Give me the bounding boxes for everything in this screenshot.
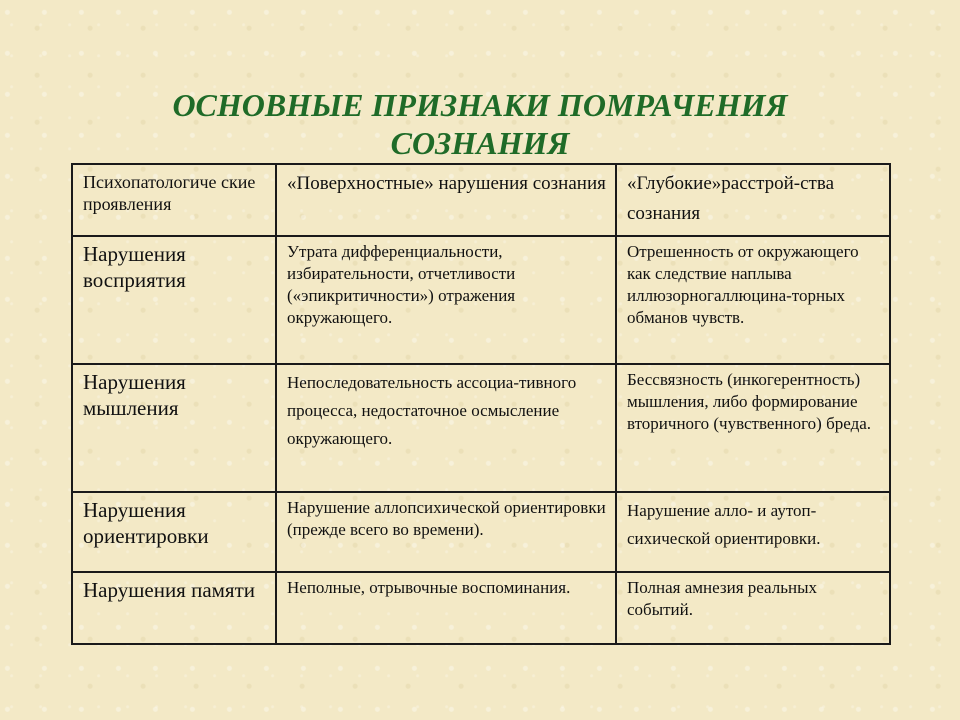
header-deep: «Глубокие»расстрой-ства сознания [616,164,890,236]
symptoms-table [71,163,891,645]
row-category: Нарушения памяти [72,572,276,644]
slide-title [100,86,860,162]
deep-cell: Полная амнезия реальных событий. [616,572,890,644]
title-line-2: СОЗНАНИЯ [390,125,570,161]
row-category: Нарушения мышления [72,364,276,492]
row-category: Нарушения ориентировки [72,492,276,572]
deep-cell: Нарушение алло- и аутоп-сихической ориентировки. [616,492,890,572]
superficial-cell: Нарушение аллопсихической ориентировки (прежде всего во времени). [276,492,616,572]
title-line-1: ОСНОВНЫЕ ПРИЗНАКИ ПОМРАЧЕНИЯ [172,87,788,123]
superficial-cell: Непоследовательность ассоциа-тивного процесса, недостаточное осмысление окружающего. [276,364,616,492]
row-category: Нарушения восприятия [72,236,276,364]
superficial-cell: Утрата дифференциальности, избирательности, отчетливости («эпикритичности») отражения окружающего. [276,236,616,364]
table-row [72,572,890,644]
superficial-cell: Неполные, отрывочные воспоминания. [276,572,616,644]
deep-cell: Отрешенность от окружающего как следствие наплыва иллюзорногаллюцина-торных обманов чувств. [616,236,890,364]
deep-cell: Бессвязность (инкогерентность) мышления, либо формирование вторичного (чувственного) бреда. [616,364,890,492]
table-row [72,364,890,492]
table-header-row [72,164,890,236]
table-row [72,492,890,572]
header-superficial: «Поверхностные» нарушения сознания [276,164,616,236]
table-row [72,236,890,364]
header-manifestations: Психопатологиче ские проявления [72,164,276,236]
